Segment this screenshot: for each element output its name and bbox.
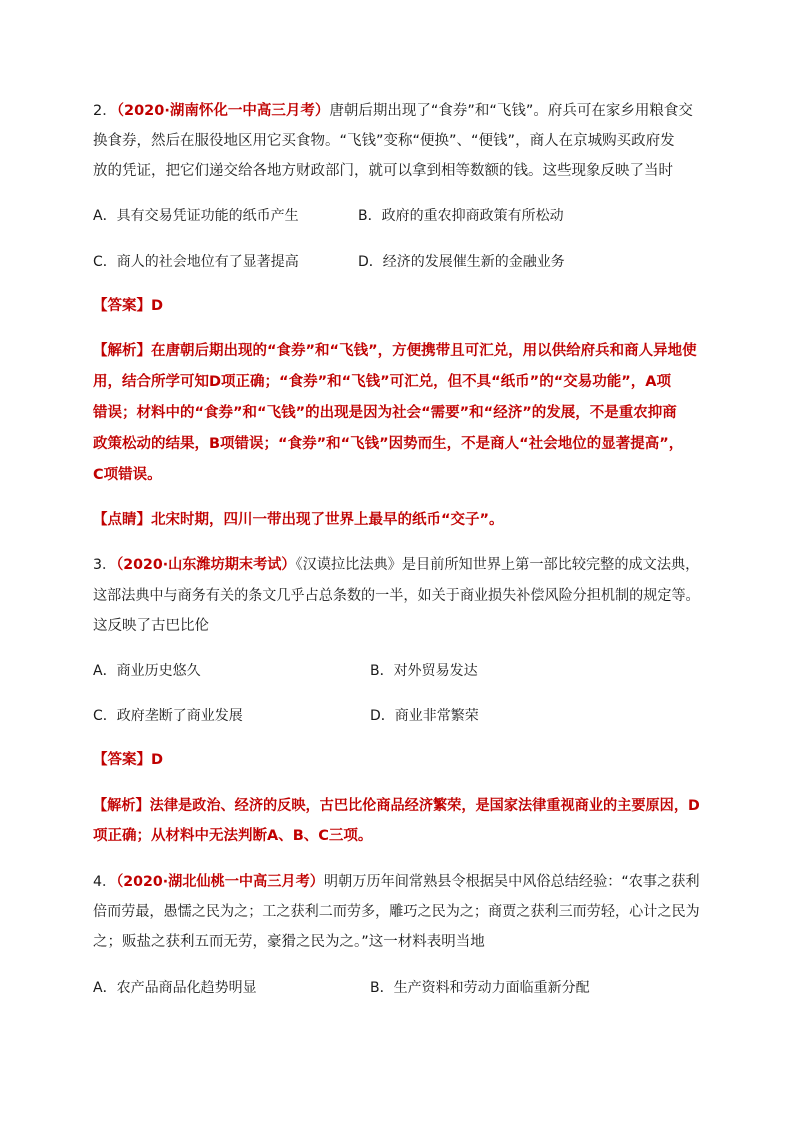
q2-stem-text-1: 唐朝后期出现了“食券”和“飞钱”。府兵可在家乡用粮食交 bbox=[329, 103, 693, 119]
q3-option-c: C．政府垄断了商业发展 bbox=[93, 708, 243, 724]
q4-stem-line-2: 倍而劳最，愚懦之民为之；工之获利二而劳多，雕巧之民为之；商贾之获利三而劳轻，心计之民为 bbox=[93, 904, 700, 920]
q2-option-d: D．经济的发展催生新的金融业务 bbox=[358, 254, 565, 270]
q2-option-a: A．具有交易凭证功能的纸币产生 bbox=[93, 208, 299, 224]
q2-analysis-line-1: 【解析】在唐朝后期出现的“食券”和“飞钱”，方便携带且可汇兑，用以供给府兵和商人异地使 bbox=[93, 343, 697, 359]
q3-option-a: A．商业历史悠久 bbox=[93, 663, 201, 679]
q3-stem-text-1: 《汉谟拉比法典》是目前所知世界上第一部比较完整的成文法典， bbox=[295, 557, 700, 573]
q2-stem-line-1 bbox=[93, 102, 693, 120]
q3-option-d: D．商业非常繁荣 bbox=[370, 708, 479, 724]
q2-analysis-line-3: 错误；材料中的“食券”和“飞钱”的出现是因为社会“需要”和“经济”的发展，不是重农抑商 bbox=[93, 405, 677, 421]
q2-option-c: C．商人的社会地位有了显著提高 bbox=[93, 254, 299, 270]
q3-analysis-line-2: 项正确；从材料中无法判断A、B、C三项。 bbox=[93, 828, 373, 844]
q4-stem-line-1 bbox=[93, 873, 700, 891]
q4-stem-text-1: 明朝万历年间常熟县令根据吴中风俗总结经验：“农事之获利 bbox=[323, 874, 700, 890]
q2-analysis-line-2: 用，结合所学可知D项正确；“食券”和“飞钱”可汇兑，但不具“纸币”的“交易功能”，A项 bbox=[93, 374, 671, 390]
q3-source: （2020·山东潍坊期末考试） bbox=[116, 557, 296, 573]
q4-stem-line-3: 之；贩盐之获利五而无劳，豪猾之民为之。”这一材料表明当地 bbox=[93, 934, 485, 950]
q3-analysis-line-1: 【解析】法律是政治、经济的反映，古巴比伦商品经济繁荣，是国家法律重视商业的主要原因，D bbox=[93, 798, 700, 814]
q2-source: （2020·湖南怀化一中高三月考） bbox=[116, 103, 330, 119]
q4-option-b: B．生产资料和劳动力面临重新分配 bbox=[370, 980, 590, 996]
q3-number: 3． bbox=[93, 557, 117, 573]
q4-number: 4． bbox=[93, 874, 117, 890]
q2-stem-line-3: 放的凭证，把它们递交给各地方财政部门，就可以拿到相等数额的钱。这些现象反映了当时 bbox=[93, 163, 673, 179]
q2-analysis-line-5: C项错误。 bbox=[93, 467, 162, 483]
q4-source: （2020·湖北仙桃一中高三月考） bbox=[116, 874, 324, 890]
q4-option-a: A．农产品商品化趋势明显 bbox=[93, 980, 257, 996]
q2-answer: 【答案】D bbox=[93, 298, 164, 314]
q3-stem-line-3: 这反映了古巴比伦 bbox=[93, 618, 209, 634]
q2-number: 2． bbox=[93, 103, 117, 119]
q2-analysis-line-4: 政策松动的结果，B项错误；“食券”和“飞钱”因势而生，不是商人“社会地位的显著提高”， bbox=[93, 436, 684, 452]
q3-answer: 【答案】D bbox=[93, 752, 164, 768]
q2-option-b: B．政府的重农抑商政策有所松动 bbox=[358, 208, 564, 224]
q3-option-b: B．对外贸易发达 bbox=[370, 663, 478, 679]
q3-stem-line-1 bbox=[93, 556, 699, 574]
q2-stem-line-2: 换食券，然后在服役地区用它买食物。“飞钱”变称“便换”、“便钱”，商人在京城购买政府发 bbox=[93, 133, 675, 149]
q2-comment: 【点睛】北宋时期，四川一带出现了世界上最早的纸币“交子”。 bbox=[93, 512, 504, 528]
q3-stem-line-2: 这部法典中与商务有关的条文几乎占总条数的一半，如关于商业损失补偿风险分担机制的规定等。 bbox=[93, 588, 700, 604]
